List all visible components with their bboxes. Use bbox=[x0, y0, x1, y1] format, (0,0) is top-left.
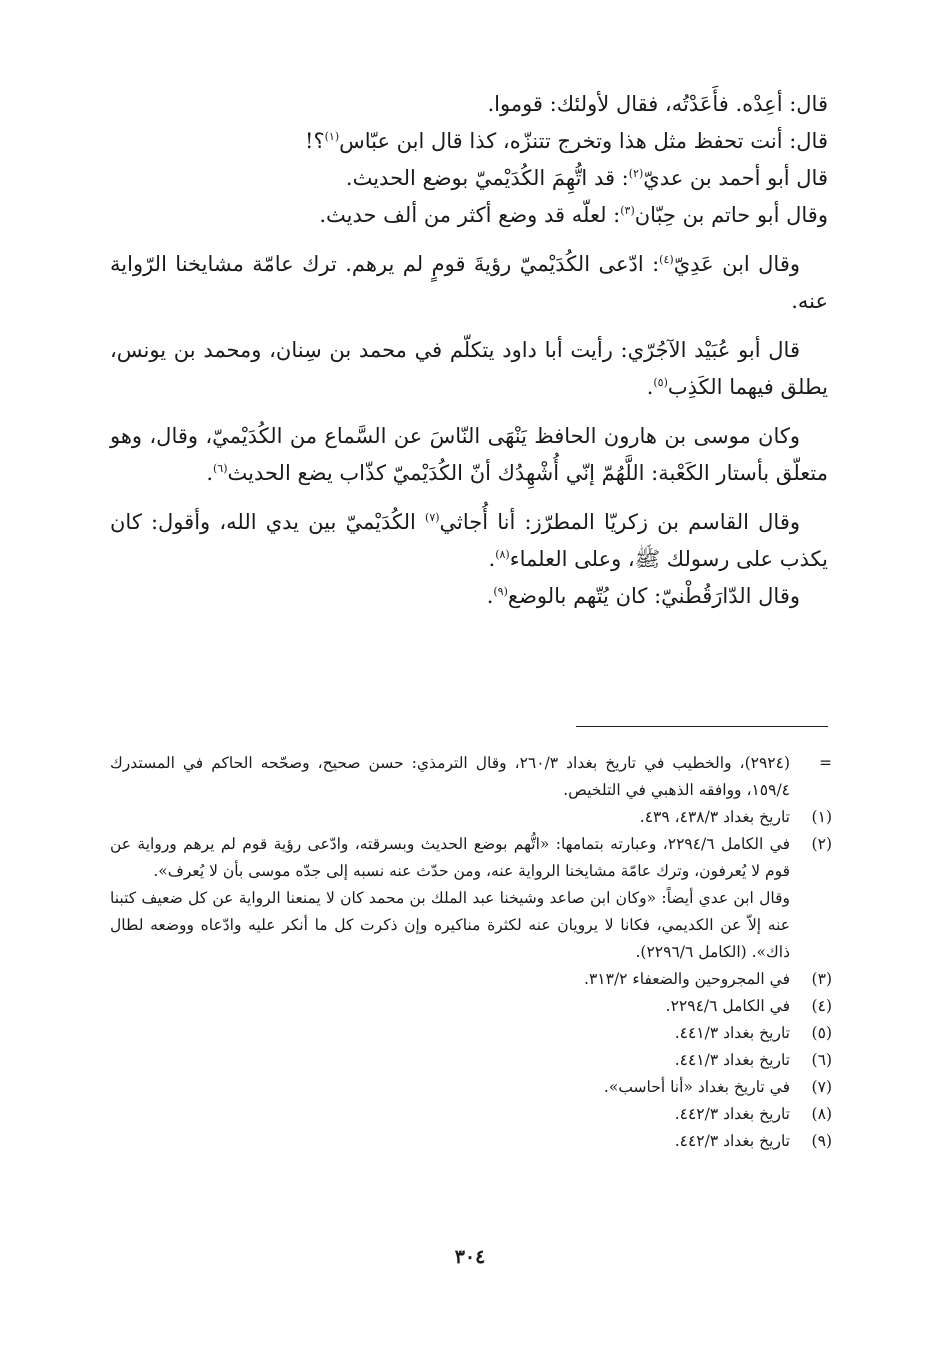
footnote-ref[interactable]: (١) bbox=[324, 130, 340, 143]
paragraph-qasim: وقال القاسم بن زكريّا المطرّز: أنا أُجاثي$^{(٧)}$ الكُدَيْميّ بين يدي الله، وأقول: كان يكذب على رسولك ﷺ، وعلى العلماء$^{(٨)}$. bbox=[110, 510, 828, 571]
paragraph-text: قال: أعِدْه. فأَعَدْتُه، فقال لأولئك: قوموا. bbox=[487, 92, 828, 116]
footnote-text: تاريخ بغداد ٤٤١/٣. bbox=[674, 1051, 790, 1069]
footnote-number: (٣) bbox=[811, 970, 832, 988]
paragraph-line-1 bbox=[110, 86, 828, 123]
paragraph-musa-bin-harun bbox=[110, 418, 828, 492]
paragraph-text: : ادّعى الكُدَيْميّ رؤيةَ قومٍ لم يرهم. ترك عامّة مشايخنا الرّواية عنه. bbox=[110, 252, 828, 313]
paragraph-text: وقال القاسم بن زكريّا المطرّز: أنا أُجاثي bbox=[439, 510, 800, 534]
paragraph-text: وقال ابن عَدِيّ bbox=[673, 252, 801, 276]
paragraph-text: : لعلّه قد وضع أكثر من ألف حديث. bbox=[319, 203, 621, 227]
paragraph-text: : قد اتُّهِمَ الكُدَيْميّ بوضع الحديث. bbox=[345, 166, 629, 190]
footnote-ref[interactable]: (٨) bbox=[495, 548, 510, 561]
footnote-text: تاريخ بغداد ٤٤١/٣. bbox=[674, 1024, 790, 1042]
footnote-number: (٤) bbox=[811, 997, 832, 1015]
footnote-2 bbox=[110, 831, 832, 885]
footnote-ref[interactable]: (٣) bbox=[620, 204, 635, 217]
footnote-text: في الكامل ٢٢٩٤/٦. bbox=[665, 997, 790, 1015]
paragraph-text: قال أبو عُبَيْد الآجُرّي: رأيت أبا داود يتكلّم في محمد بن سِنان، ومحمد بن يونس، يطلق فيهما الكَذِب bbox=[110, 338, 828, 399]
paragraph-line-4 bbox=[110, 197, 828, 234]
footnote-ref[interactable]: (٧) bbox=[425, 511, 440, 524]
page-number: ٣٠٤ bbox=[454, 1246, 486, 1268]
paragraph-text: وكان موسى بن هارون الحافظ يَنْهَى النّاسَ عن السَّماع من الكُدَيْميّ، وقال، وهو متعلّق بأستار الكَعْبة: اللَّهُمّ إنّي أُشْهِدُك أنّ الكُدَيْميّ كذّاب يضع الحديث bbox=[110, 424, 828, 485]
footnote-ref[interactable]: (٥) bbox=[653, 376, 668, 389]
footnote-continuation bbox=[110, 750, 832, 804]
paragraph-text: قال أبو أحمد بن عديّ bbox=[643, 166, 828, 190]
paragraph-daraqutni bbox=[110, 578, 828, 615]
footnote-number: (٦) bbox=[811, 1051, 832, 1069]
paragraph-text: . bbox=[486, 584, 494, 608]
footnote-marker: = bbox=[819, 754, 832, 772]
paragraph-text: قال: أنت تحفظ مثل هذا وتخرج تتنزّه، كذا قال ابن عبّاس bbox=[339, 129, 828, 153]
footnote-number: (٩) bbox=[811, 1132, 832, 1150]
footnote-ref[interactable]: (٤) bbox=[659, 253, 674, 266]
footnote-text: تاريخ بغداد ٤٤٢/٣. bbox=[674, 1105, 790, 1123]
footnote-text: في الكامل ٢٢٩٤/٦، وعبارته بتمامها: «اتُّهم بوضع الحديث وبسرقته، وادّعى رؤية قوم لم يرهم ورواية عن قوم لا يُعرفون، وترك عامّة مشايخنا الرواية عنه، ومن حدّث عنه نسبه إلى جدّه موسى بأن لا يُعرف». bbox=[110, 835, 790, 880]
paragraph-line-2 bbox=[110, 123, 828, 160]
footnote-text: في تاريخ بغداد «أنا أحاسب». bbox=[603, 1078, 790, 1096]
footnote-4 bbox=[110, 993, 832, 1020]
footnote-divider bbox=[576, 726, 828, 727]
main-text bbox=[110, 86, 828, 615]
footnote-ref[interactable]: (٩) bbox=[493, 585, 508, 598]
footnote-text: في المجروحين والضعفاء ٣١٣/٢. bbox=[584, 970, 790, 988]
footnote-text: تاريخ بغداد ٤٤٢/٣. bbox=[674, 1132, 790, 1150]
footnote-number: (٢) bbox=[811, 835, 832, 853]
paragraph-text: وقال أبو حاتم بن حِبّان bbox=[634, 203, 828, 227]
footnote-text: تاريخ بغداد ٤٣٨/٣، ٤٣٩. bbox=[639, 808, 790, 826]
paragraph-text: . bbox=[646, 375, 654, 399]
footnote-ref[interactable]: (٦) bbox=[213, 462, 228, 475]
footnote-7 bbox=[110, 1074, 832, 1101]
footnote-text: (٢٩٢٤)، والخطيب في تاريخ بغداد ٢٦٠/٣، وقال الترمذي: حسن صحيح، وصحّحه الحاكم في المستدرك ١٥٩/٤، ووافقه الذهبي في التلخيص. bbox=[110, 754, 790, 799]
paragraph-text: ؟! bbox=[305, 129, 325, 153]
paragraph-text: وقال الدّارَقُطْنيّ: كان يُتّهم بالوضع bbox=[507, 584, 800, 608]
paragraph-ajurri bbox=[110, 332, 828, 406]
footnote-8 bbox=[110, 1101, 832, 1128]
footnotes bbox=[110, 750, 832, 1155]
footnote-ref[interactable]: (٢) bbox=[628, 167, 644, 180]
footnote-2-continued: وقال ابن عدي أيضاً: «وكان ابن صاعد وشيخنا عبد الملك بن محمد كان لا يمنعنا الرواية عن كل ضعيف كتبنا عنه إلاّ عن الكديمي، فكانا لا يرويان عنه لكثرة مناكيره وإن ذكرت كل ما أنكر عليه وادّعاه ووضعه لطال ذاك». (الكامل ٢٢٩٦/٦). bbox=[110, 889, 790, 961]
footnote-6 bbox=[110, 1047, 832, 1074]
paragraph-text: الكُدَيْميّ بين يدي الله، وأقول: كان يكذب على رسولك ﷺ، وعلى العلماء bbox=[110, 510, 828, 571]
footnote-1 bbox=[110, 804, 832, 831]
footnote-3 bbox=[110, 966, 832, 993]
paragraph-ibn-adi bbox=[110, 246, 828, 320]
paragraph-text: . bbox=[206, 461, 213, 485]
footnote-5 bbox=[110, 1020, 832, 1047]
footnote-number: (٥) bbox=[811, 1024, 832, 1042]
paragraph-line-3 bbox=[110, 160, 828, 197]
footnote-number: (٧) bbox=[811, 1078, 832, 1096]
footnote-number: (٨) bbox=[811, 1105, 832, 1123]
footnote-number: (١) bbox=[811, 808, 832, 826]
footnote-9 bbox=[110, 1128, 832, 1155]
